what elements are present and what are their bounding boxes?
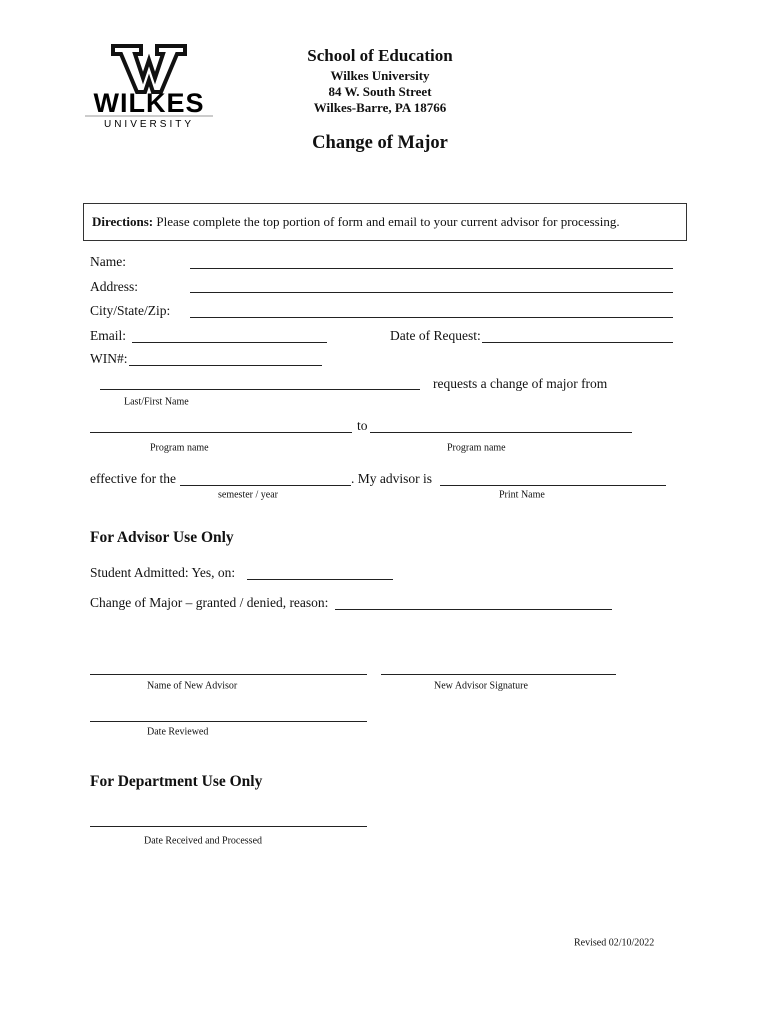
city-field[interactable] (190, 317, 673, 318)
date-reviewed-field[interactable] (90, 721, 367, 722)
directions-label: Directions: (92, 214, 154, 229)
email-label: Email: (90, 328, 126, 343)
street-address: 84 W. South Street (328, 84, 432, 99)
university-name: Wilkes University (330, 68, 430, 83)
request-text: requests a change of major from (433, 376, 608, 391)
change-decision-label: Change of Major – granted / denied, reason: (90, 595, 329, 610)
admitted-label: Student Admitted: Yes, on: (90, 565, 236, 580)
from-program-field[interactable] (90, 432, 352, 433)
advisor-signature-field[interactable] (381, 674, 616, 675)
reason-field[interactable] (335, 609, 612, 610)
department-section-heading: For Department Use Only (90, 773, 263, 790)
svg-text:WILKES: WILKES (93, 88, 205, 118)
advisor-label: . My advisor is (351, 471, 432, 486)
signature-caption: New Advisor Signature (434, 680, 528, 692)
win-field[interactable] (129, 365, 322, 366)
win-label: WIN#: (90, 351, 128, 366)
effective-label: effective for the (90, 471, 176, 486)
program-caption-from: Program name (150, 442, 209, 454)
city-address: Wilkes-Barre, PA 18766 (313, 100, 447, 115)
email-field[interactable] (132, 342, 327, 343)
advisor-name-field[interactable] (440, 485, 666, 486)
to-label: to (357, 418, 368, 433)
date-request-field[interactable] (482, 342, 673, 343)
name-label: Name: (90, 254, 126, 269)
semester-caption: semester / year (218, 489, 278, 501)
address-label: Address: (90, 279, 138, 294)
school-name: School of Education (307, 46, 453, 65)
student-name-field[interactable] (100, 389, 420, 390)
admitted-date-field[interactable] (247, 579, 393, 580)
print-name-caption: Print Name (499, 489, 545, 501)
date-request-label: Date of Request: (390, 328, 481, 343)
directions-text: Please complete the top portion of form and email to your current advisor for processing. (153, 214, 620, 229)
semester-field[interactable] (180, 485, 351, 486)
to-program-field[interactable] (370, 432, 632, 433)
name-caption: Last/First Name (124, 396, 189, 408)
date-received-caption: Date Received and Processed (144, 835, 263, 847)
svg-text:UNIVERSITY: UNIVERSITY (103, 119, 195, 130)
new-advisor-caption: Name of New Advisor (147, 680, 238, 692)
address-field[interactable] (190, 292, 673, 293)
city-label: City/State/Zip: (90, 303, 171, 318)
directions-box (83, 203, 687, 241)
name-field[interactable] (190, 268, 673, 269)
new-advisor-field[interactable] (90, 674, 367, 675)
advisor-section-heading: For Advisor Use Only (90, 529, 234, 546)
form-title: Change of Major (312, 133, 448, 153)
revised-date: Revised 02/10/2022 (574, 937, 655, 949)
program-caption-to: Program name (447, 442, 506, 454)
date-reviewed-caption: Date Reviewed (147, 726, 209, 738)
w-logo-icon (83, 44, 215, 130)
wilkes-logo (83, 44, 215, 130)
date-received-field[interactable] (90, 826, 367, 827)
